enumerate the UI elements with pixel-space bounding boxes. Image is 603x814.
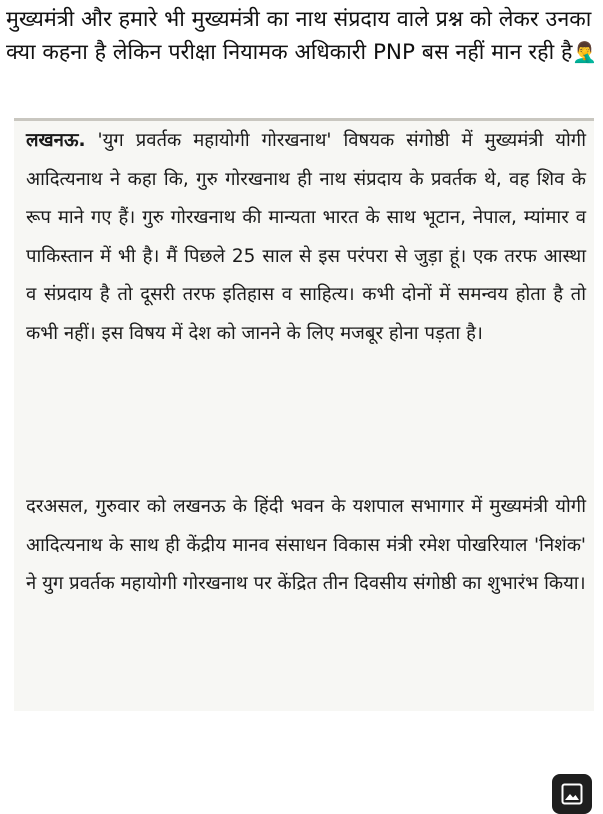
article-paragraph-2: दरअसल, गुरुवार को लखनऊ के हिंदी भवन के यशपाल सभागार में मुख्यमंत्री योगी आदित्यनाथ के साथ ही केंद्रीय मानव संसाधन विकास मंत्री रमेश पोखरियाल 'निशंक' ने युग प्रवर्तक महायोगी गोरखनाथ पर केंद्रित तीन दिवसीय संगोष्ठी का शुभारंभ किया। [26, 496, 586, 594]
article-dateline: लखनऊ. [26, 130, 86, 151]
article-paragraph-1 [26, 122, 586, 353]
newspaper-clipping [14, 118, 594, 711]
post-caption [6, 4, 598, 69]
article-paragraph-1-text: 'युग प्रवर्तक महायोगी गोरखनाथ' विषयक संगोष्ठी में मुख्यमंत्री योगी आदित्यनाथ ने कहा कि, गुरु गोरखनाथ ही नाथ संप्रदाय के प्रवर्तक थे, वह शिव के रूप माने गए हैं। गुरु गोरखनाथ की मान्यता भारत के साथ भूटान, नेपाल, म्यांमार व पाकिस्तान में भी है। मैं पिछले 25 साल से इस परंपरा से जुड़ा हूं। एक तरफ आस्था व संप्रदाय है तो दूसरी तरफ इतिहास व साहित्य। कभी दोनों में समन्वय होता है तो कभी नहीं। इस विषय में देश को जानने के लिए मजबूर होना पड़ता है। [26, 130, 586, 344]
caption-text: मुख्यमंत्री और हमारे भी मुख्यमंत्री का नाथ संप्रदाय वाले प्रश्न को लेकर उनका क्या कहना है लेकिन परीक्षा नियामक अधिकारी PNP बस नहीं मान रही है [6, 7, 592, 65]
image-icon [561, 783, 583, 805]
view-image-button[interactable] [552, 774, 592, 814]
facepalm-emoji: 🤦‍♂️ [572, 40, 598, 64]
